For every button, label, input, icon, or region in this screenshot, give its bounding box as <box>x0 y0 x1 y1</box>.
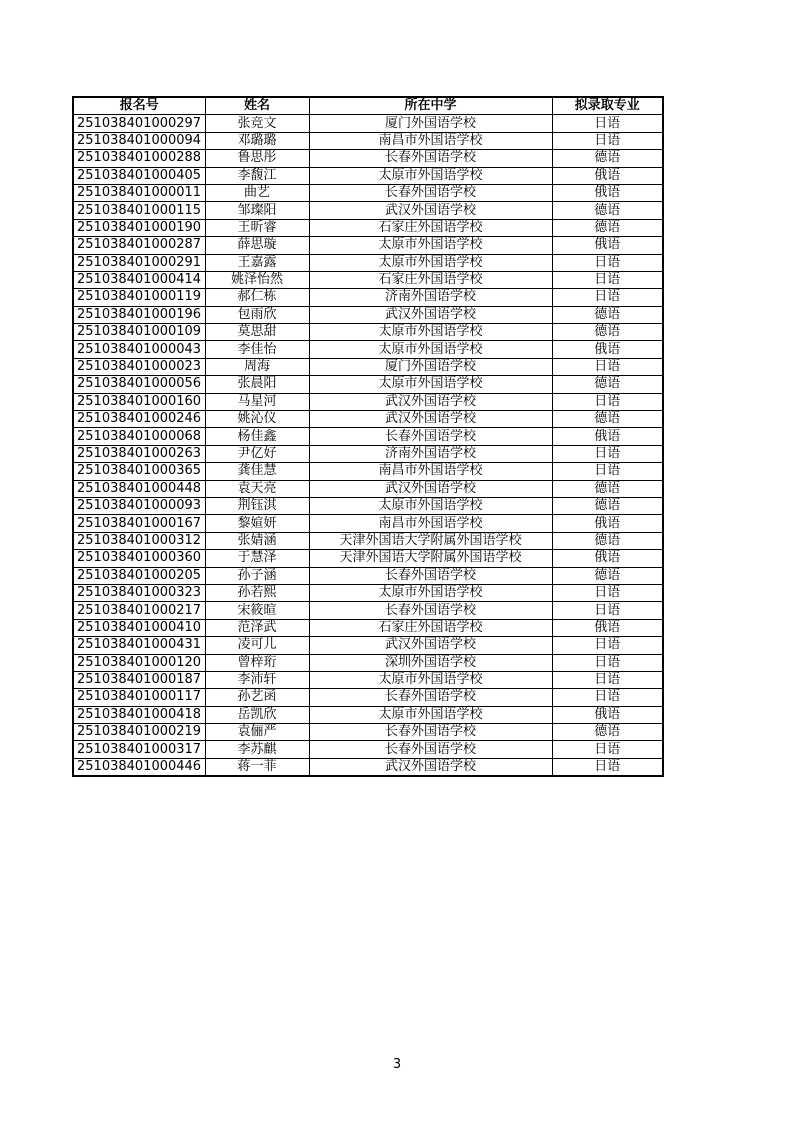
cell-school: 太原市外国语学校 <box>309 706 552 723</box>
cell-name: 王昕睿 <box>205 219 309 236</box>
cell-school: 太原市外国语学校 <box>309 237 552 254</box>
cell-major: 日语 <box>552 132 663 149</box>
table-row <box>73 584 663 601</box>
cell-registration-number: 251038401000287 <box>73 237 205 254</box>
cell-registration-number: 251038401000167 <box>73 515 205 532</box>
cell-name: 荆钰淇 <box>205 497 309 514</box>
page-number: 3 <box>392 1057 402 1072</box>
cell-registration-number: 251038401000410 <box>73 619 205 636</box>
cell-major: 日语 <box>552 445 663 462</box>
cell-major: 德语 <box>552 324 663 341</box>
cell-school: 长春外国语学校 <box>309 428 552 445</box>
cell-major: 日语 <box>552 254 663 271</box>
cell-school: 长春外国语学校 <box>309 724 552 741</box>
cell-name: 李苏麒 <box>205 741 309 758</box>
table-row <box>73 237 663 254</box>
cell-name: 李佳怡 <box>205 341 309 358</box>
table-row <box>73 289 663 306</box>
cell-name: 周海 <box>205 358 309 375</box>
cell-name: 马星河 <box>205 393 309 410</box>
cell-name: 姚泽怡然 <box>205 271 309 288</box>
cell-name: 孙若熙 <box>205 584 309 601</box>
cell-name: 曲艺 <box>205 184 309 201</box>
cell-school: 长春外国语学校 <box>309 741 552 758</box>
cell-registration-number: 251038401000109 <box>73 324 205 341</box>
header-name: 姓名 <box>205 97 309 115</box>
cell-registration-number: 251038401000056 <box>73 376 205 393</box>
cell-school: 石家庄外国语学校 <box>309 619 552 636</box>
cell-school: 太原市外国语学校 <box>309 167 552 184</box>
cell-registration-number: 251038401000414 <box>73 271 205 288</box>
cell-school: 长春外国语学校 <box>309 689 552 706</box>
cell-name: 张婧涵 <box>205 532 309 549</box>
cell-registration-number: 251038401000196 <box>73 306 205 323</box>
table-row <box>73 324 663 341</box>
cell-school: 长春外国语学校 <box>309 150 552 167</box>
cell-registration-number: 251038401000219 <box>73 724 205 741</box>
cell-major: 俄语 <box>552 341 663 358</box>
table-row <box>73 254 663 271</box>
cell-major: 俄语 <box>552 550 663 567</box>
table-row <box>73 306 663 323</box>
cell-registration-number: 251038401000190 <box>73 219 205 236</box>
cell-registration-number: 251038401000431 <box>73 637 205 654</box>
cell-name: 曾梓珩 <box>205 654 309 671</box>
cell-school: 太原市外国语学校 <box>309 671 552 688</box>
cell-school: 太原市外国语学校 <box>309 341 552 358</box>
cell-major: 日语 <box>552 671 663 688</box>
cell-school: 长春外国语学校 <box>309 602 552 619</box>
table-row <box>73 532 663 549</box>
header-major: 拟录取专业 <box>552 97 663 115</box>
cell-major: 俄语 <box>552 237 663 254</box>
cell-school: 武汉外国语学校 <box>309 393 552 410</box>
cell-registration-number: 251038401000312 <box>73 532 205 549</box>
cell-school: 武汉外国语学校 <box>309 306 552 323</box>
cell-name: 鲁思彤 <box>205 150 309 167</box>
cell-name: 黎媗妍 <box>205 515 309 532</box>
cell-name: 龚佳慧 <box>205 463 309 480</box>
cell-registration-number: 251038401000317 <box>73 741 205 758</box>
cell-name: 宋筱暄 <box>205 602 309 619</box>
cell-name: 尹亿好 <box>205 445 309 462</box>
cell-registration-number: 251038401000448 <box>73 480 205 497</box>
cell-name: 袁俪严 <box>205 724 309 741</box>
table-row <box>73 515 663 532</box>
cell-name: 包雨欣 <box>205 306 309 323</box>
cell-registration-number: 251038401000187 <box>73 671 205 688</box>
cell-registration-number: 251038401000446 <box>73 758 205 776</box>
table-row <box>73 480 663 497</box>
table-row <box>73 393 663 410</box>
cell-name: 张晨阳 <box>205 376 309 393</box>
table-row <box>73 671 663 688</box>
cell-major: 德语 <box>552 567 663 584</box>
cell-name: 凌可儿 <box>205 637 309 654</box>
table-row <box>73 619 663 636</box>
table-row <box>73 758 663 776</box>
cell-name: 杨佳鑫 <box>205 428 309 445</box>
cell-name: 邹璨阳 <box>205 202 309 219</box>
table-row <box>73 689 663 706</box>
cell-registration-number: 251038401000291 <box>73 254 205 271</box>
cell-school: 武汉外国语学校 <box>309 202 552 219</box>
cell-name: 李馥江 <box>205 167 309 184</box>
cell-registration-number: 251038401000011 <box>73 184 205 201</box>
table-row <box>73 341 663 358</box>
table-row <box>73 497 663 514</box>
table-row <box>73 202 663 219</box>
cell-school: 长春外国语学校 <box>309 567 552 584</box>
cell-major: 日语 <box>552 637 663 654</box>
cell-major: 德语 <box>552 497 663 514</box>
cell-school: 石家庄外国语学校 <box>309 271 552 288</box>
table-row <box>73 654 663 671</box>
cell-school: 太原市外国语学校 <box>309 376 552 393</box>
cell-school: 太原市外国语学校 <box>309 584 552 601</box>
cell-major: 德语 <box>552 376 663 393</box>
cell-name: 张竞文 <box>205 115 309 132</box>
cell-major: 日语 <box>552 115 663 132</box>
cell-school: 天津外国语大学附属外国语学校 <box>309 550 552 567</box>
cell-name: 莫思甜 <box>205 324 309 341</box>
cell-registration-number: 251038401000323 <box>73 584 205 601</box>
table-row <box>73 411 663 428</box>
cell-major: 德语 <box>552 219 663 236</box>
cell-school: 南昌市外国语学校 <box>309 132 552 149</box>
table-row <box>73 115 663 132</box>
cell-school: 石家庄外国语学校 <box>309 219 552 236</box>
cell-major: 德语 <box>552 202 663 219</box>
cell-school: 济南外国语学校 <box>309 289 552 306</box>
cell-registration-number: 251038401000217 <box>73 602 205 619</box>
table-body <box>73 115 663 776</box>
cell-major: 日语 <box>552 271 663 288</box>
table-row <box>73 463 663 480</box>
cell-registration-number: 251038401000360 <box>73 550 205 567</box>
cell-school: 太原市外国语学校 <box>309 254 552 271</box>
cell-registration-number: 251038401000418 <box>73 706 205 723</box>
table-row <box>73 724 663 741</box>
cell-school: 厦门外国语学校 <box>309 358 552 375</box>
table-header <box>73 97 663 115</box>
table-row <box>73 358 663 375</box>
cell-school: 南昌市外国语学校 <box>309 463 552 480</box>
cell-major: 德语 <box>552 150 663 167</box>
cell-registration-number: 251038401000246 <box>73 411 205 428</box>
cell-major: 日语 <box>552 358 663 375</box>
cell-name: 蒋一菲 <box>205 758 309 776</box>
cell-name: 王嘉露 <box>205 254 309 271</box>
admission-table <box>72 96 664 777</box>
cell-school: 厦门外国语学校 <box>309 115 552 132</box>
table-row <box>73 184 663 201</box>
cell-major: 俄语 <box>552 167 663 184</box>
cell-school: 天津外国语大学附属外国语学校 <box>309 532 552 549</box>
cell-school: 太原市外国语学校 <box>309 497 552 514</box>
table-row <box>73 428 663 445</box>
cell-major: 俄语 <box>552 428 663 445</box>
cell-name: 李沛轩 <box>205 671 309 688</box>
cell-major: 日语 <box>552 654 663 671</box>
cell-registration-number: 251038401000205 <box>73 567 205 584</box>
header-row <box>73 97 663 115</box>
cell-major: 俄语 <box>552 515 663 532</box>
cell-major: 德语 <box>552 306 663 323</box>
table-row <box>73 567 663 584</box>
cell-registration-number: 251038401000160 <box>73 393 205 410</box>
cell-name: 范泽武 <box>205 619 309 636</box>
cell-school: 南昌市外国语学校 <box>309 515 552 532</box>
cell-name: 姚沁仪 <box>205 411 309 428</box>
cell-school: 长春外国语学校 <box>309 184 552 201</box>
cell-school: 武汉外国语学校 <box>309 758 552 776</box>
cell-registration-number: 251038401000297 <box>73 115 205 132</box>
cell-school: 武汉外国语学校 <box>309 480 552 497</box>
cell-registration-number: 251038401000365 <box>73 463 205 480</box>
cell-major: 日语 <box>552 741 663 758</box>
cell-name: 孙艺函 <box>205 689 309 706</box>
cell-name: 薛思璇 <box>205 237 309 254</box>
cell-name: 袁天亮 <box>205 480 309 497</box>
header-registration-number: 报名号 <box>73 97 205 115</box>
header-school: 所在中学 <box>309 97 552 115</box>
table-row <box>73 741 663 758</box>
cell-major: 日语 <box>552 289 663 306</box>
cell-registration-number: 251038401000093 <box>73 497 205 514</box>
table-row <box>73 132 663 149</box>
cell-major: 日语 <box>552 689 663 706</box>
cell-registration-number: 251038401000068 <box>73 428 205 445</box>
table-row <box>73 271 663 288</box>
cell-school: 武汉外国语学校 <box>309 411 552 428</box>
cell-registration-number: 251038401000119 <box>73 289 205 306</box>
cell-major: 德语 <box>552 480 663 497</box>
cell-major: 俄语 <box>552 706 663 723</box>
cell-registration-number: 251038401000094 <box>73 132 205 149</box>
cell-registration-number: 251038401000405 <box>73 167 205 184</box>
table-row <box>73 706 663 723</box>
cell-name: 孙子涵 <box>205 567 309 584</box>
table-row <box>73 150 663 167</box>
cell-major: 俄语 <box>552 619 663 636</box>
cell-registration-number: 251038401000120 <box>73 654 205 671</box>
cell-major: 德语 <box>552 724 663 741</box>
table-row <box>73 550 663 567</box>
table-row <box>73 637 663 654</box>
cell-school: 深圳外国语学校 <box>309 654 552 671</box>
cell-school: 济南外国语学校 <box>309 445 552 462</box>
cell-major: 日语 <box>552 602 663 619</box>
cell-registration-number: 251038401000117 <box>73 689 205 706</box>
cell-major: 日语 <box>552 393 663 410</box>
cell-school: 武汉外国语学校 <box>309 637 552 654</box>
cell-name: 于慧泽 <box>205 550 309 567</box>
cell-registration-number: 251038401000043 <box>73 341 205 358</box>
cell-registration-number: 251038401000263 <box>73 445 205 462</box>
cell-name: 岳凯欣 <box>205 706 309 723</box>
cell-major: 俄语 <box>552 184 663 201</box>
table-row <box>73 602 663 619</box>
cell-major: 德语 <box>552 411 663 428</box>
cell-name: 邓璐璐 <box>205 132 309 149</box>
table-row <box>73 167 663 184</box>
table-row <box>73 376 663 393</box>
cell-major: 日语 <box>552 463 663 480</box>
cell-school: 太原市外国语学校 <box>309 324 552 341</box>
table-row <box>73 445 663 462</box>
cell-name: 郝仁栋 <box>205 289 309 306</box>
cell-major: 德语 <box>552 532 663 549</box>
cell-registration-number: 251038401000023 <box>73 358 205 375</box>
cell-major: 日语 <box>552 584 663 601</box>
cell-registration-number: 251038401000288 <box>73 150 205 167</box>
cell-registration-number: 251038401000115 <box>73 202 205 219</box>
table-row <box>73 219 663 236</box>
cell-major: 日语 <box>552 758 663 776</box>
